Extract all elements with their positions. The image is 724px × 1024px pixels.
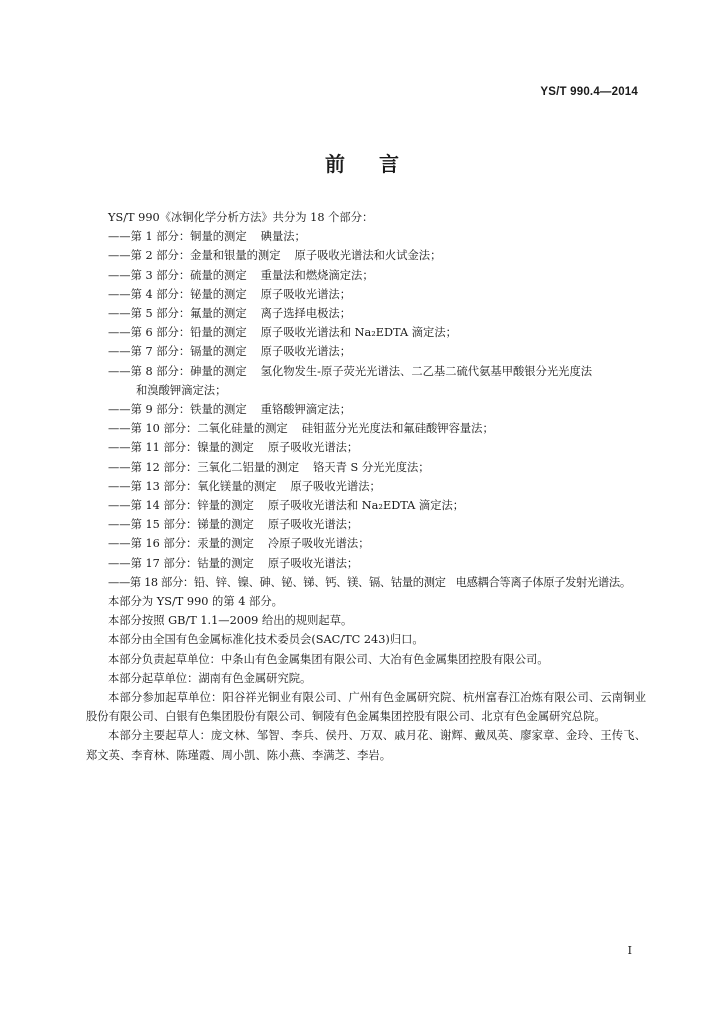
part-item-2: ——第 2 部分：金量和银量的测定 原子吸收光谱法和火试金法； [108, 249, 442, 263]
part-item-17: ——第 17 部分：钴量的测定 原子吸收光谱法； [108, 556, 359, 570]
part-item-12: ——第 12 部分：三氧化二铝量的测定 铬天青 S 分光光度法； [108, 460, 430, 474]
paragraph-drafter: 本部分起草单位：湖南有色金属研究院。 [108, 671, 312, 685]
part-item-14: ——第 14 部分：锌量的测定 原子吸收光谱法和 Na₂EDTA 滴定法； [108, 499, 465, 513]
part-item-1: ——第 1 部分：铜量的测定 碘量法； [108, 230, 306, 244]
part-item-16: ——第 16 部分：汞量的测定 冷原子吸收光谱法； [108, 537, 370, 551]
part-item-6: ——第 6 部分：铅量的测定 原子吸收光谱法和 Na₂EDTA 滴定法； [108, 326, 457, 340]
paragraph-responsible-committee: 本部分由全国有色金属标准化技术委员会(SAC/TC 243)归口。 [108, 633, 424, 647]
paragraph-part-number: 本部分为 YS/T 990 的第 4 部分。 [108, 595, 283, 609]
part-item-4: ——第 4 部分：铋量的测定 原子吸收光谱法； [108, 287, 352, 301]
document-body [86, 208, 646, 765]
part-item-5: ——第 5 部分：氟量的测定 离子选择电极法； [108, 307, 352, 321]
paragraph-participating-drafters: 本部分参加起草单位：阳谷祥光铜业有限公司、广州有色金属研究院、杭州富春江冶炼有限公司、云南铜业股份有限公司、白银有色集团股份有限公司、铜陵有色金属集团控股有限公司、北京有色金属研究总院。 [86, 691, 646, 724]
part-item-8-continuation: 和溴酸钾滴定法； [136, 383, 227, 397]
part-item-13: ——第 13 部分：氧化镁量的测定 原子吸收光谱法； [108, 479, 381, 493]
part-item-3: ——第 3 部分：硫量的测定 重量法和燃烧滴定法； [108, 268, 374, 282]
part-item-7: ——第 7 部分：镉量的测定 原子吸收光谱法； [108, 345, 352, 359]
paragraph-drafting-rules: 本部分按照 GB/T 1.1—2009 给出的规则起草。 [108, 614, 353, 628]
standard-code: YS/T 990.4—2014 [540, 86, 638, 98]
part-item-15: ——第 15 部分：锑量的测定 原子吸收光谱法； [108, 518, 359, 532]
part-item-11: ——第 11 部分：镍量的测定 原子吸收光谱法； [108, 441, 359, 455]
page-title: 前言 [325, 152, 433, 176]
paragraph-lead-drafter: 本部分负责起草单位：中条山有色金属集团有限公司、大冶有色金属集团控股有限公司。 [108, 652, 549, 666]
part-item-9: ——第 9 部分：铁量的测定 重铬酸钾滴定法； [108, 403, 352, 417]
part-item-18: ——第 18 部分：铅、锌、镍、砷、铋、锑、钙、镁、镉、钴量的测定 电感耦合等离子体原子发射光谱法。 [108, 575, 631, 589]
page-number: I [627, 944, 632, 957]
intro-line: YS/T 990《冰铜化学分析方法》共分为 18 个部分： [108, 211, 374, 224]
part-item-8: ——第 8 部分：砷量的测定 氢化物发生-原子荧光光谱法、二乙基二硫代氨基甲酸银分光光度法 [108, 364, 593, 378]
paragraph-main-drafters: 本部分主要起草人：庞文林、邹智、李兵、侯丹、万双、戚月花、谢辉、戴凤英、廖家章、金玲、王传飞、郑文英、李育林、陈瑾霞、周小凯、陈小燕、李满芝、李岩。 [86, 729, 646, 762]
part-item-10: ——第 10 部分：二氧化硅量的测定 硅钼蓝分光光度法和氟硅酸钾容量法； [108, 422, 494, 436]
